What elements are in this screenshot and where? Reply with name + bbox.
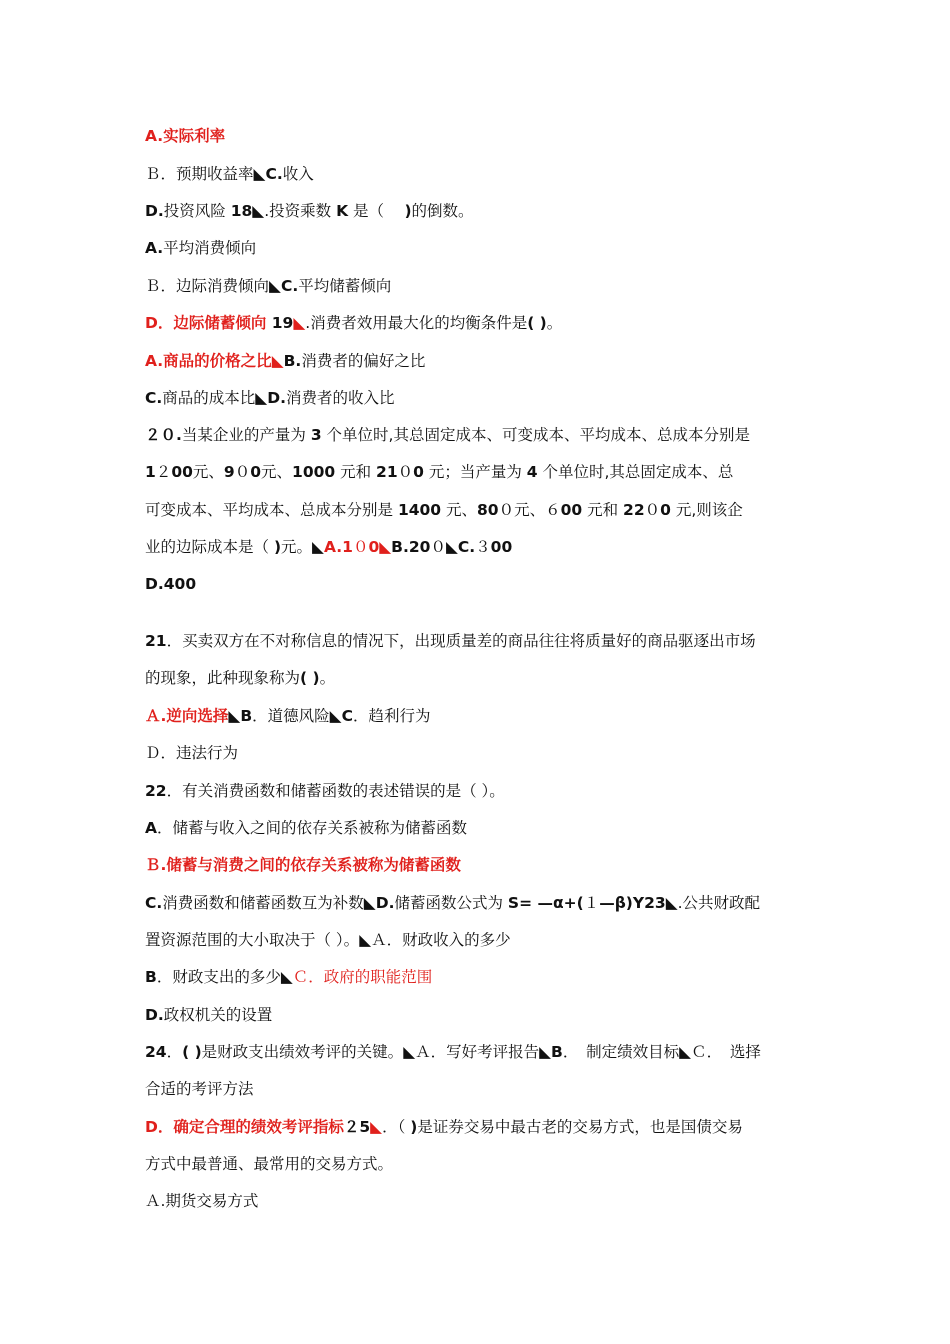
text-run: 元。: [281, 538, 313, 556]
text-line: [145, 892, 760, 914]
text-line: [145, 1190, 258, 1212]
text-run: ◣: [403, 1043, 416, 1061]
text-run: ．趋利行为: [352, 707, 431, 725]
text-run: 元；当产量为: [423, 463, 527, 481]
text-run: A.实际利率: [145, 127, 226, 145]
text-line: [145, 461, 733, 483]
text-run: 24: [145, 1043, 167, 1061]
text-run: 3: [310, 426, 322, 444]
text-line: [145, 1078, 254, 1100]
text-run: 政权机关的设置: [163, 1006, 273, 1024]
text-run: C.: [457, 538, 476, 556]
text-line: [145, 237, 256, 259]
text-line: [145, 1004, 272, 1026]
text-run: ２０.: [145, 426, 182, 444]
text-run: ．有关消费函数和储蓄函数的表述错误的是（ ）。: [166, 782, 505, 800]
text-run: D．确定合理的绩效考评指标: [145, 1118, 344, 1136]
text-run: 4: [526, 463, 538, 481]
text-run: 0: [660, 501, 671, 519]
text-run: 80: [477, 501, 499, 519]
text-run: B: [240, 707, 253, 725]
text-run: C.: [145, 389, 163, 407]
text-run: 22: [145, 782, 167, 800]
text-run: 置资源范围的大小取决于（ ）。: [145, 931, 360, 949]
text-run: ( ): [300, 669, 320, 687]
text-run: 元、: [261, 463, 293, 481]
text-run: ０元、６: [498, 501, 561, 519]
text-line: [145, 312, 562, 334]
text-line: [145, 200, 474, 222]
text-run: ): [273, 538, 282, 556]
text-run: ◣: [679, 1043, 692, 1061]
text-run: ◣: [253, 165, 266, 183]
text-run: 个单位时,其总固定成本、可变成本、平均成本、总成本分别是: [321, 426, 750, 444]
text-run: Ａ．财政收入的多少: [371, 931, 511, 949]
text-run: ◣: [363, 894, 376, 912]
text-run: A.商品的价格之比: [145, 352, 272, 370]
text-run: ．储蓄与收入之间的依存关系被称为储蓄函数: [157, 819, 468, 837]
text-run: D．边际储蓄倾向: [145, 314, 267, 332]
text-run: 的现象，此种现象称为: [145, 669, 301, 687]
text-run: １: [583, 894, 600, 912]
text-run: 1400: [397, 501, 442, 519]
text-line: [145, 705, 430, 727]
text-run: 消费者的收入比: [285, 389, 395, 407]
text-run: S= —α+(: [507, 894, 584, 912]
text-run: Ｃ．政府的职能范围: [292, 968, 433, 986]
text-run: ０: [234, 463, 251, 481]
text-run: ．（: [382, 1118, 411, 1136]
text-run: ．买卖双方在不对称信息的情况下，出现质量差的商品往往将质量好的商品驱逐出市场: [166, 632, 756, 650]
text-line: [145, 499, 743, 521]
text-line: [145, 780, 505, 802]
text-run: ◣: [255, 389, 268, 407]
text-run: ◣: [280, 968, 293, 986]
text-line: [145, 966, 432, 988]
text-line: [145, 1041, 761, 1063]
text-run: .公共财政配: [677, 894, 761, 912]
text-run: 18: [230, 202, 253, 220]
text-run: ２: [155, 463, 172, 481]
text-run: Ｃ． 选择: [691, 1043, 761, 1061]
text-run: A.: [145, 239, 164, 257]
text-run: 0: [368, 538, 380, 556]
text-run: 00: [560, 501, 583, 519]
text-run: 。: [546, 314, 563, 332]
text-run: 平均消费倾向: [163, 239, 257, 257]
text-run: ０: [397, 463, 414, 481]
text-run: D.: [375, 894, 395, 912]
text-run: B: [551, 1043, 563, 1061]
text-run: 是财政支出绩效考评的关键。: [201, 1043, 404, 1061]
text-run: C: [341, 707, 353, 725]
text-run: —β)Y23: [599, 894, 666, 912]
text-run: A.1: [323, 538, 353, 556]
text-run: 合适的考评方法: [145, 1080, 254, 1098]
text-run: B.20: [391, 538, 431, 556]
text-run: ◣: [293, 314, 306, 332]
text-run: ( ): [527, 314, 547, 332]
text-run: 的倒数。: [411, 202, 474, 220]
text-run: ０: [352, 538, 369, 556]
text-line: [145, 1153, 393, 1175]
text-run: 1000: [292, 463, 336, 481]
text-run: Ａ.期货交易方式: [145, 1192, 259, 1210]
text-line: [145, 163, 314, 185]
text-run: 是（: [348, 202, 405, 220]
text-run: ): [410, 1118, 418, 1136]
text-run: Ｄ．违法行为: [145, 744, 239, 762]
text-run: Ｂ.储蓄与消费之间的依存关系被称为储蓄函数: [145, 856, 461, 874]
text-line: [145, 630, 756, 652]
text-run: Ｂ．边际消费倾向: [145, 277, 270, 295]
text-run: 商品的成本比: [162, 389, 256, 407]
text-line: [145, 387, 394, 409]
text-run: 0: [250, 463, 262, 481]
text-line: [145, 817, 467, 839]
text-run: D.: [267, 389, 286, 407]
text-run: ◣: [445, 538, 458, 556]
text-run: 1: [145, 463, 156, 481]
text-run: Ｂ．预期收益率: [145, 165, 254, 183]
text-run: ．道德风险: [252, 707, 330, 725]
text-line: [145, 1116, 743, 1138]
text-run: ◣: [228, 707, 241, 725]
text-run: A: [145, 819, 157, 837]
text-run: B.: [283, 352, 302, 370]
text-run: 业的边际成本是（: [145, 538, 274, 556]
text-run: ◣: [359, 931, 372, 949]
text-run: 元和: [335, 463, 377, 481]
text-line: [145, 929, 511, 951]
text-run: 22: [623, 501, 645, 519]
text-run: 个单位时,其总固定成本、总: [537, 463, 734, 481]
text-run: .消费者效用最大化的均衡条件是: [305, 314, 528, 332]
text-run: ２5: [343, 1118, 371, 1136]
text-run: 元、: [192, 463, 224, 481]
text-run: B: [145, 968, 157, 986]
text-run: 21: [376, 463, 398, 481]
text-run: D.: [145, 202, 164, 220]
text-run: 9: [223, 463, 235, 481]
text-line: [145, 424, 750, 446]
text-run: ． 制定绩效目标: [562, 1043, 680, 1061]
text-run: 00: [171, 463, 193, 481]
text-run: 元、: [441, 501, 478, 519]
text-run: ．: [166, 1043, 183, 1061]
text-run: 是证券交易中最古老的交易方式，也是国债交易: [417, 1118, 743, 1136]
text-run: 元和: [582, 501, 624, 519]
text-run: C.: [280, 277, 299, 295]
text-run: ◣: [665, 894, 678, 912]
text-run: 元,则该企: [670, 501, 743, 519]
text-run: 00: [490, 538, 513, 556]
text-line: [145, 125, 225, 147]
text-run: 储蓄函数公式为: [394, 894, 508, 912]
text-line: [145, 275, 391, 297]
text-run: ◣: [271, 352, 284, 370]
text-run: K: [336, 202, 349, 220]
text-run: D.400: [145, 575, 197, 593]
text-run: ◣: [252, 202, 265, 220]
text-run: ３: [475, 538, 491, 556]
text-run: C.: [265, 165, 283, 183]
text-run: ◣: [539, 1043, 552, 1061]
text-run: 消费函数和储蓄函数互为补数: [162, 894, 364, 912]
text-run: ): [404, 202, 412, 220]
text-run: 0: [413, 463, 424, 481]
text-run: 可变成本、平均成本、总成本分别是: [145, 501, 398, 519]
text-run: ０: [430, 538, 446, 556]
text-run: .投资乘数: [264, 202, 337, 220]
text-run: ◣: [379, 538, 392, 556]
text-line: [145, 536, 512, 558]
text-run: 当某企业的产量为: [181, 426, 311, 444]
text-run: 21: [145, 632, 167, 650]
text-line: [145, 350, 425, 372]
text-run: ．财政支出的多少: [156, 968, 281, 986]
text-run: ◣: [370, 1118, 383, 1136]
text-run: 平均储蓄倾向: [298, 277, 392, 295]
text-run: ( ): [182, 1043, 202, 1061]
text-line: [145, 667, 335, 689]
text-run: ◣: [329, 707, 342, 725]
text-run: C.: [145, 894, 163, 912]
text-run: Ａ．写好考评报告: [415, 1043, 540, 1061]
text-run: 19: [266, 314, 294, 332]
text-run: 投资风险: [163, 202, 231, 220]
text-run: ◣: [269, 277, 281, 295]
text-run: 方式中最普通、最常用的交易方式。: [145, 1155, 394, 1173]
text-run: 收入: [282, 165, 314, 183]
text-run: ０: [644, 501, 661, 519]
text-run: 。: [319, 669, 336, 687]
text-line: [145, 573, 196, 595]
text-run: ◣: [312, 538, 324, 556]
text-run: D.: [145, 1006, 164, 1024]
text-run: Ａ.逆向选择: [145, 707, 229, 725]
text-line: [145, 742, 238, 764]
text-run: 消费者的偏好之比: [301, 352, 426, 370]
text-line: [145, 854, 461, 876]
